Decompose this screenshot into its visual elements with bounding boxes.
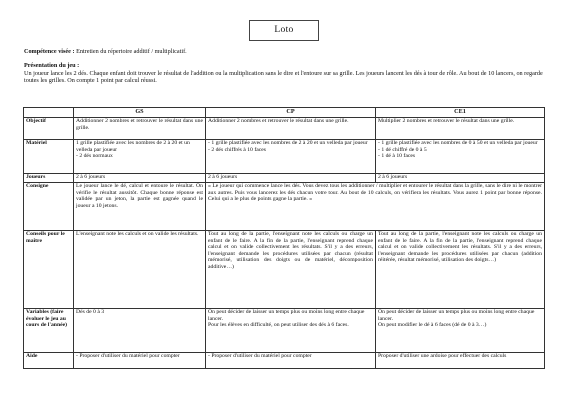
cell-ce1: Proposer d'utiliser une ardoise pour effectuer des calculs bbox=[376, 352, 545, 368]
row-label: Aide bbox=[24, 352, 74, 368]
cell-text: - 2 dés normaux bbox=[76, 153, 113, 160]
cell-text: - 2 dés chiffrés à 10 faces bbox=[208, 146, 267, 153]
skill-line bbox=[24, 48, 187, 55]
cell-text: - 1 grille plastifiée avec les nombres de 0 à 50 et un velleda par joueur bbox=[378, 140, 538, 147]
table-header-row bbox=[24, 108, 545, 118]
row-label: Joueurs bbox=[24, 173, 74, 182]
cell-gs: - Proposer d'utiliser du matériel pour compter bbox=[74, 352, 206, 368]
document-title: Loto bbox=[249, 20, 319, 41]
table-row-conseils bbox=[24, 230, 545, 308]
table-row-aide bbox=[24, 352, 545, 368]
cell-ce1 bbox=[376, 117, 545, 139]
cell-gs: L'enseignant note les calculs et on valide les résultats. bbox=[74, 230, 206, 308]
header-cp: CP bbox=[206, 108, 376, 118]
row-label: Objectif bbox=[24, 117, 74, 139]
cell-gs: Dés de 0 à 3 bbox=[74, 308, 206, 352]
cell-text: On peut modifier le dé à 6 faces (dé de 0 à 3…) bbox=[378, 322, 487, 329]
cell-cp bbox=[206, 308, 376, 352]
cell-ce1 bbox=[376, 308, 545, 352]
header-empty bbox=[24, 108, 74, 118]
cell-text: - 1 grille plastifiée avec les nombres de 2 à 20 et un velleda par joueur bbox=[208, 140, 368, 147]
table-row-consigne bbox=[24, 182, 545, 230]
cell-gs bbox=[74, 139, 206, 173]
cell-text: - 1 dé à 10 faces bbox=[378, 153, 416, 160]
cell-text: On peut décider de laisser un temps plus ou moins long entre chaque lancer. bbox=[378, 309, 535, 322]
table-row-variables bbox=[24, 308, 545, 352]
skill-label: Compétence visée : bbox=[24, 48, 75, 55]
cell-text: Multiplier 2 nombres et retrouver le résultat dans une grille. bbox=[378, 118, 515, 125]
table-row-joueurs bbox=[24, 173, 545, 182]
cell-gs bbox=[74, 117, 206, 139]
cell-cp bbox=[206, 139, 376, 173]
cell-text: Pour les élèves en difficulté, on peut utiliser des dés à 6 faces. bbox=[208, 322, 349, 329]
row-label: Variables (faire évoluer le jeu au cours de l'année) bbox=[24, 308, 74, 352]
game-table bbox=[23, 107, 545, 369]
row-label: Conseils pour le maître bbox=[24, 230, 74, 308]
row-label: Matériel bbox=[24, 139, 74, 173]
presentation-heading: Présentation du jeu : bbox=[24, 62, 80, 69]
cell-text: Additionner 2 nombres et retrouver le résultat dans une grille. bbox=[208, 118, 349, 125]
cell-cp-ce1-merged: « Le joueur qui commence lance les dés. Vous devez tous les additionner / multiplier et entourer le résultat dans la grille, sans le dire ni le montrer aux autres. Puis vous lancerez les dés chacun votre tour. Au bout de 10 calculs, on vérifiera les résultats. Vous aurez 1 point par bonne réponse. Celui qui a le plus de points gagne la partie. » bbox=[206, 182, 545, 230]
cell-cp: 2 à 6 joueurs bbox=[206, 173, 376, 182]
cell-ce1: 2 à 6 joueurs bbox=[376, 173, 545, 182]
cell-cp bbox=[206, 117, 376, 139]
cell-text: - 1 dé chiffré de 0 à 5 bbox=[378, 146, 427, 153]
cell-text: 1 grille plastifiée avec les nombres de 2 à 20 et un velleda par joueur bbox=[76, 140, 190, 153]
table-row-materiel bbox=[24, 139, 545, 173]
header-ce1: CE1 bbox=[376, 108, 545, 118]
table-row-objectif bbox=[24, 117, 545, 139]
cell-gs: 2 à 6 joueurs bbox=[74, 173, 206, 182]
skill-text: Entretien du répertoire additif / multiplicatif. bbox=[76, 48, 187, 55]
presentation-text: Un joueur lance les 2 dés. Chaque enfant doit trouver le résultat de l'addition ou la multiplication sans le dire et l'entoure sur sa grille. Les joueurs lancent les dés à tour de rôle. Au bout de 10 lancers, on regarde toutes les grilles. On compte 1 point par calcul réussi. bbox=[24, 70, 543, 85]
row-label: Consigne bbox=[24, 182, 74, 230]
cell-text: On peut décider de laisser un temps plus ou moins long entre chaque lancer. bbox=[208, 309, 365, 322]
cell-gs: Le joueur lance le dé, calcul et entoure le résultat. On vérifie le résultat aussitôt. Chaque bonne réponse est validée par un jeton, la partie est gagnée quand le joueur a 10 jetons. bbox=[74, 182, 206, 230]
cell-cp: - Proposer d'utiliser du matériel pour compter bbox=[206, 352, 376, 368]
header-gs: GS bbox=[74, 108, 206, 118]
cell-text: Additionner 2 nombres et retrouver le résultat dans une grille. bbox=[76, 118, 203, 131]
cell-ce1: Tout au long de la partie, l'enseignant note les calculs ou charge un enfant de le faire. A la fin de la partie, l'enseignant reprend chaque calcul et on valide collectivement les résultats. S'il y a des erreurs, l'enseignant demande les procédures utilisées par chacun (addition réitérée, résultat mémorisé, utilisation des doigts…) bbox=[376, 230, 545, 308]
cell-cp: Tout au long de la partie, l'enseignant note les calculs ou charge un enfant de le faire. A la fin de la partie, l'enseignant reprend chaque calcul et on valide collectivement les résultats. S'il y a des erreurs, l'enseignant demande les procédures utilisées par chacun (résultat mémorisé, utilisation des doigts ou de matériel, décomposition additive…) bbox=[206, 230, 376, 308]
cell-ce1 bbox=[376, 139, 545, 173]
